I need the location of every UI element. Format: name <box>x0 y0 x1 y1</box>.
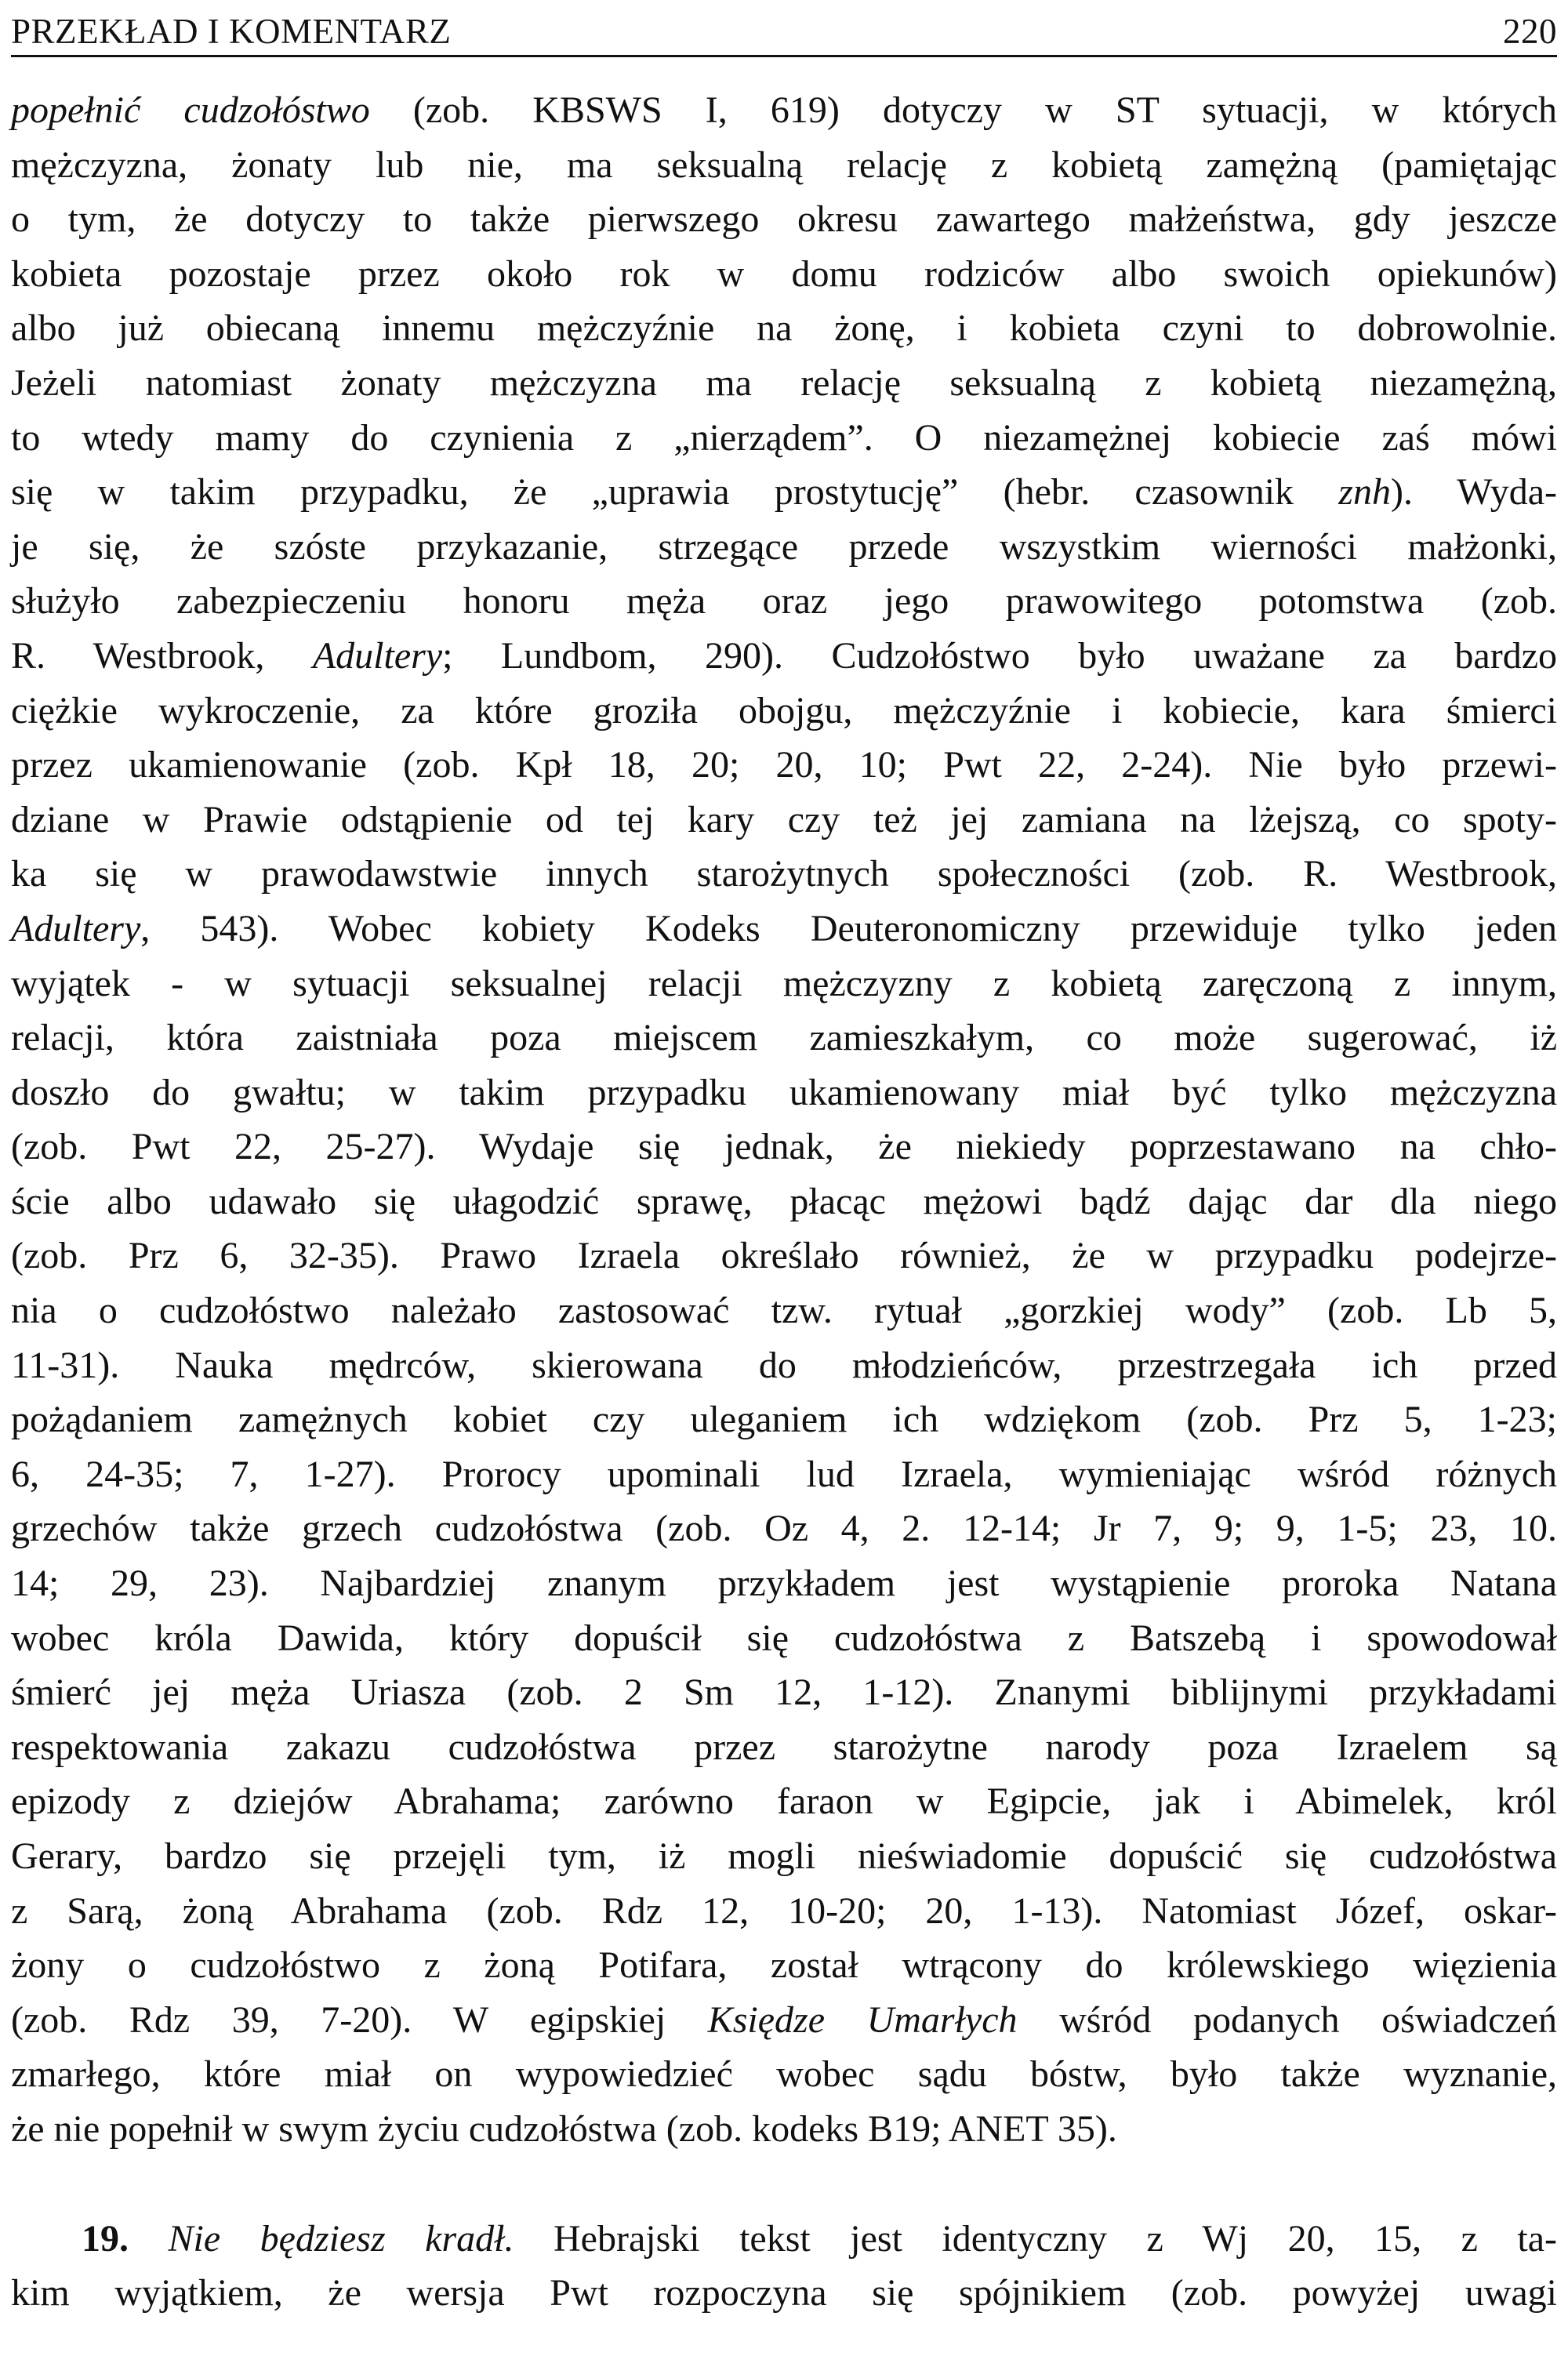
text-line <box>11 2102 1557 2157</box>
text-line <box>11 574 1557 629</box>
text-run: żony o cudzołóstwo z żoną Potifara, został wtrącony do królewskiego więzienia <box>11 1944 1557 1987</box>
italic-phrase: znh <box>1338 471 1391 514</box>
text-line <box>11 465 1557 520</box>
text-line <box>11 411 1557 466</box>
text-line <box>11 1720 1557 1775</box>
text-line <box>11 1556 1557 1611</box>
text-run: doszło do gwałtu; w takim przypadku ukamienowany miał być tylko mężczyzna <box>11 1071 1557 1113</box>
text-line <box>11 1229 1557 1283</box>
text-run: z Sarą, żoną Abrahama (zob. Rdz 12, 10-20; 20, 1-13). Natomiast Józef, oskar- <box>11 1889 1557 1932</box>
text-run: o tym, że dotyczy to także pierwszego okresu zawartego małżeństwa, gdy jeszcze <box>11 198 1557 241</box>
text-line <box>11 356 1557 411</box>
text-line <box>11 902 1557 956</box>
text-run: (zob. Rdz 39, 7-20). W egipskiej <box>11 1998 708 2041</box>
text-run: (zob. Pwt 22, 25-27). Wydaje się jednak, że niekiedy poprzestawano na chło- <box>11 1126 1557 1168</box>
text-run: R. Westbrook, <box>11 634 313 677</box>
text-run: epizody z dziejów Abrahama; zarówno faraon w Egipcie, jak i Abimelek, król <box>11 1781 1557 1823</box>
text-run: kim wyjątkiem, że wersja Pwt rozpoczyna się spójnikiem (zob. powyżej uwagi <box>11 2272 1557 2314</box>
text-run: respektowania zakazu cudzołóstwa przez starożytne narody poza Izraelem są <box>11 1726 1557 1768</box>
text-line <box>11 1993 1557 2048</box>
text-line <box>11 1884 1557 1939</box>
text-line <box>11 2047 1557 2102</box>
text-run: relacji, która zaistniała poza miejscem zamieszkałym, co może sugerować, iż <box>11 1017 1557 1059</box>
page-number: 220 <box>1503 12 1557 51</box>
text-run: grzechów także grzech cudzołóstwa (zob. Oz 4, 2. 12-14; Jr 7, 9; 9, 1-5; 23, 10. <box>11 1508 1557 1550</box>
text-line <box>11 1774 1557 1829</box>
text-line <box>11 956 1557 1011</box>
text-line <box>11 301 1557 356</box>
text-line <box>11 793 1557 848</box>
text-line <box>11 1120 1557 1174</box>
text-run: śmierć jej męża Uriasza (zob. 2 Sm 12, 1-12). Znanymi biblijnymi przykładami <box>11 1672 1557 1714</box>
text-run: 11-31). Nauka mędrców, skierowana do młodzieńców, przestrzegała ich przed <box>11 1344 1557 1386</box>
text-line <box>11 1665 1557 1720</box>
text-run: zmarłego, które miał on wypowiedzieć wobec sądu bóstw, było także wyznanie, <box>11 2053 1557 2096</box>
text-run: Jeżeli natomiast żonaty mężczyzna ma relację seksualną z kobietą niezamężną, <box>11 361 1557 404</box>
text-line <box>11 2266 1557 2321</box>
text-run: mężczyzna, żonaty lub nie, ma seksualną relację z kobietą zamężną (pamiętając <box>11 143 1557 186</box>
text-line <box>11 1174 1557 1229</box>
text-line <box>11 1065 1557 1120</box>
text-run: je się, że szóste przykazanie, strzegące przede wszystkim wierności małżonki, <box>11 525 1557 568</box>
running-title: PRZEKŁAD I KOMENTARZ <box>11 12 452 51</box>
text-line <box>11 629 1557 684</box>
text-run: , 543). Wobec kobiety Kodeks Deuteronomiczny przewiduje tylko jeden <box>140 907 1557 949</box>
text-run: kobieta pozostaje przez około rok w domu rodziców albo swoich opiekunów) <box>11 252 1557 295</box>
text-line <box>11 1338 1557 1393</box>
text-line <box>11 1447 1557 1502</box>
text-run: wśród podanych oświadczeń <box>1017 1998 1557 2041</box>
text-run: Hebrajski tekst jest identyczny z Wj 20, 15, z ta- <box>514 2217 1558 2260</box>
text-line <box>11 83 1557 138</box>
text-run: przez ukamienowanie (zob. Kpł 18, 20; 20, 10; Pwt 22, 2-24). Nie było przewi- <box>11 744 1557 786</box>
text-run: to wtedy mamy do czynienia z „nierządem”. O niezamężnej kobiecie zaś mówi <box>11 416 1557 459</box>
text-line <box>11 1392 1557 1447</box>
text-run: ka się w prawodawstwie innych starożytnych społeczności (zob. R. Westbrook, <box>11 853 1557 895</box>
italic-phrase: Nie będziesz kradł. <box>168 2217 514 2260</box>
text-run: dziane w Prawie odstąpienie od tej kary czy też jej zamiana na lżejszą, co spoty- <box>11 798 1557 840</box>
text-run: wyjątek - w sytuacji seksualnej relacji mężczyzny z kobietą zaręczoną z innym, <box>11 962 1557 1004</box>
text-line <box>11 1829 1557 1884</box>
text-line <box>11 847 1557 902</box>
text-run: ). Wyda- <box>1390 471 1558 514</box>
text-line <box>11 1011 1557 1065</box>
text-line <box>11 1611 1557 1666</box>
text-line <box>11 1501 1557 1556</box>
text-run: ciężkie wykroczenie, za które groziła obojgu, mężczyźnie i kobiecie, kara śmierci <box>11 689 1557 731</box>
text-line <box>11 738 1557 793</box>
text-line <box>11 684 1557 739</box>
text-run: albo już obiecaną innemu mężczyźnie na żonę, i kobieta czyni to dobrowolnie. <box>11 307 1557 350</box>
text-line <box>11 192 1557 247</box>
text-run: nia o cudzołóstwo należało zastosować tzw. rytuał „gorzkiej wody” (zob. Lb 5, <box>11 1290 1557 1332</box>
text-run: ście albo udawało się ułagodzić sprawę, płacąc mężowi bądź dając dar dla niego <box>11 1180 1557 1222</box>
text-run: się w takim przypadku, że „uprawia prostytucję” (hebr. czasownik <box>11 471 1339 514</box>
section-number: 19. <box>82 2217 129 2260</box>
italic-phrase: Księdze Umarłych <box>707 1998 1018 2041</box>
text-run: (zob. Prz 6, 32-35). Prawo Izraela określało również, że w przypadku podejrze- <box>11 1235 1557 1277</box>
text-run: służyło zabezpieczeniu honoru męża oraz jego prawowitego potomstwa (zob. <box>11 580 1557 623</box>
text-run: ; Lundbom, 290). Cudzołóstwo było uważane za bardzo <box>442 634 1558 677</box>
text-line <box>11 1283 1557 1338</box>
italic-phrase: Adultery <box>312 634 443 677</box>
text-line <box>11 1938 1557 1993</box>
text-run: 6, 24-35; 7, 1-27). Prorocy upominali lud Izraela, wymieniając wśród różnych <box>11 1453 1557 1495</box>
text-run <box>129 2218 169 2260</box>
text-line <box>11 247 1557 302</box>
text-run: że nie popełnił w swym życiu cudzołóstwa (zob. kodeks B19; ANET 35). <box>11 2107 1117 2150</box>
text-line <box>11 520 1557 575</box>
italic-phrase: Adultery <box>11 907 141 949</box>
text-run: Gerary, bardzo się przejęli tym, iż mogli nieświadomie dopuścić się cudzołóstwa <box>11 1835 1557 1877</box>
text-line <box>11 2212 1557 2267</box>
text-run: wobec króla Dawida, który dopuścił się cudzołóstwa z Batszebą i spowodował <box>11 1617 1557 1659</box>
text-run: 14; 29, 23). Najbardziej znanym przykładem jest wystąpienie proroka Natana <box>11 1563 1557 1605</box>
commentary-text <box>11 83 1557 2321</box>
running-header <box>11 5 1557 57</box>
text-line <box>11 138 1557 193</box>
italic-phrase: popełnić cudzołóstwo <box>11 89 370 131</box>
text-run: (zob. KBSWS I, 619) dotyczy w ST sytuacji, w których <box>369 89 1557 131</box>
text-run: pożądaniem zamężnych kobiet czy uleganiem ich wdziękom (zob. Prz 5, 1-23; <box>11 1399 1557 1441</box>
